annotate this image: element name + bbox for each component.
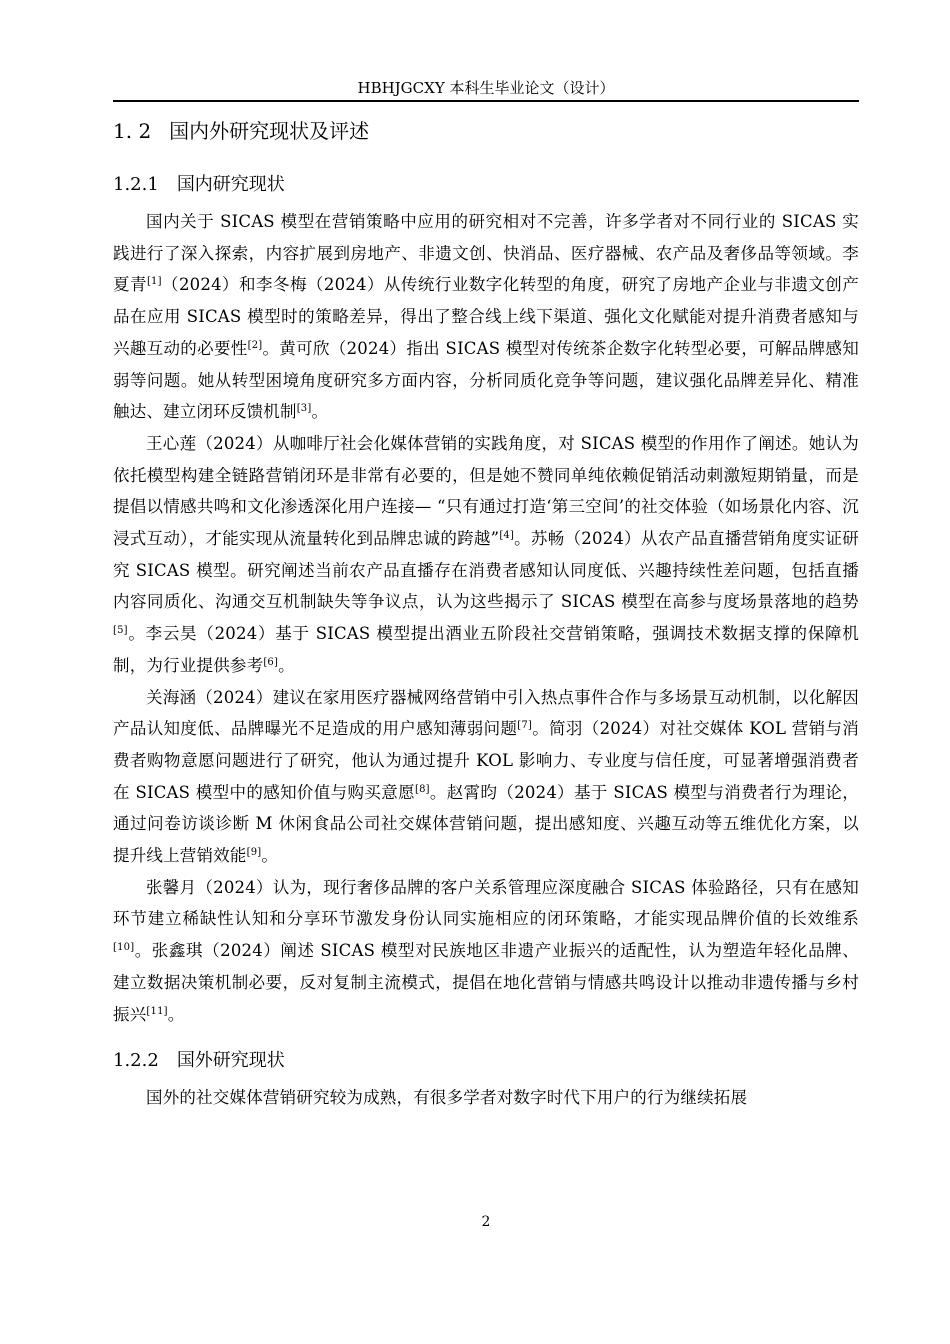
citation-5: [5]	[113, 625, 128, 637]
citation-8: [8]	[414, 783, 430, 795]
citation-4: [4]	[499, 530, 515, 542]
section-number: 1. 2	[113, 119, 152, 143]
subsection-title: 国外研究现状	[176, 1050, 285, 1072]
paragraph-5	[113, 1082, 859, 1114]
citation-11: [11]	[146, 1005, 168, 1017]
citation-9: [9]	[246, 847, 262, 859]
text-run: （2024）和李冬梅（2024）从传统行业数字化转型的角度，研究了房地产企业与非遗文创产品在应用 SICAS 模型时的策略差异，得出了整合线上线下渠道、强化文化赋能对提升消费者感知与兴趣互动的必要性	[113, 275, 859, 358]
text-run: 。李云昊（2024）基于 SICAS 模型提出酒业五阶段社交营销策略，强调技术数据支撑的保障机制，为行业提供参考	[113, 624, 859, 675]
text-run: 。简羽（2024）对社交媒体 KOL 营销与消费者购物意愿问题进行了研究，他认为通过提升 KOL 影响力、专业度与信任度，可显著增强消费者在 SICAS 模型中的感知价值与购买意愿	[113, 719, 859, 802]
section-heading	[113, 114, 859, 148]
paragraph-3	[113, 682, 859, 872]
text-run: 。苏畅（2024）从农产品直播营销角度实证研究 SICAS 模型。研究阐述当前农产品直播存在消费者感知认同度低、兴趣持续性差问题，包括直播内容同质化、沟通交互机制缺失等争议点，认为这些揭示了 SICAS 模型在高参与度场景落地的趋势	[113, 529, 859, 612]
text-run: 国外的社交媒体营销研究较为成熟，有很多学者对数字时代下用户的行为继续拓展	[146, 1088, 748, 1108]
text-run: 。	[167, 1004, 185, 1024]
text-run: 。黄可欣（2024）指出 SICAS 模型对传统茶企数字化转型必要，可解品牌感知弱等问题。她从转型困境角度研究多方面内容，分析同质化竞争等问题，建议强化品牌差异化、精准触达、建立闭环反馈机制	[113, 338, 859, 422]
citation-10: [10]	[113, 942, 135, 954]
subsection-heading-foreign	[113, 1046, 859, 1076]
subsection-number: 1.2.2	[113, 1050, 159, 1072]
running-header: HBHJGCXY 本科生毕业论文（设计）	[357, 79, 615, 97]
subsection-number: 1.2.1	[113, 174, 159, 195]
page-body	[113, 114, 859, 1114]
citation-3: [3]	[296, 403, 312, 415]
page-number: 2	[481, 1214, 491, 1230]
text-run: 。赵霄昀（2024）基于 SICAS 模型与消费者行为理论，通过问卷访谈诊断 M 休闲食品公司社交媒体营销问题，提出感知度、兴趣互动等五维优化方案，以提升线上营销效能	[113, 782, 859, 866]
citation-6: [6]	[263, 656, 279, 668]
text-run: 王心莲（2024）从咖啡厅社会化媒体营销的实践角度，对 SICAS 模型的作用作了阐述。她认为依托模型构建全链路营销闭环是非常有必要的，但是她不赞同单纯依赖促销活动刺激短期销量，而是提倡以情感共鸣和文化渗透深化用户连接— “只有通过打造‘第三空间’的社交体验（如场景化内容、沉浸式互动），才能实现从流量转化到品牌忠诚的跨越”	[113, 433, 859, 549]
citation-1: [1]	[146, 276, 162, 288]
text-run: 。张鑫琪（2024）阐述 SICAS 模型对民族地区非遗产业振兴的适配性，认为塑造年轻化品牌、建立数据决策机制必要，反对复制主流模式，提倡在地化营销与情感共鸣设计以推动非遗传播与乡村振兴	[113, 941, 859, 1024]
citation-2: [2]	[247, 339, 263, 351]
paragraph-2	[113, 428, 859, 682]
subsection-title: 国内研究现状	[176, 174, 285, 195]
text-run: 。	[278, 655, 295, 675]
citation-7: [7]	[517, 720, 533, 732]
paragraph-4	[113, 872, 859, 1031]
text-run: 国内关于 SICAS 模型在营销策略中应用的研究相对不完善，许多学者对不同行业的 SICAS 实践进行了深入探索，内容扩展到房地产、非遗文创、快消品、医疗器械、农产品及奢侈品等领域。李夏青	[113, 212, 859, 295]
subsection-heading-domestic	[113, 170, 859, 200]
text-run: 。	[311, 402, 329, 422]
section-title: 国内外研究现状及评述	[169, 119, 370, 143]
text-run: 张馨月（2024）认为，现行奢侈品牌的客户关系管理应深度融合 SICAS 体验路径，只有在感知环节建立稀缺性认知和分享环节激发身份认同实施相应的闭环策略，才能实现品牌价值的长效维系	[113, 877, 859, 929]
paragraph-1	[113, 206, 859, 428]
text-run: 关海涵（2024）建议在家用医疗器械网络营销中引入热点事件合作与多场景互动机制，以化解因产品认知度低、品牌曝光不足造成的用户感知薄弱问题	[113, 687, 859, 739]
text-run: 。	[261, 846, 279, 866]
header-rule	[113, 100, 859, 102]
